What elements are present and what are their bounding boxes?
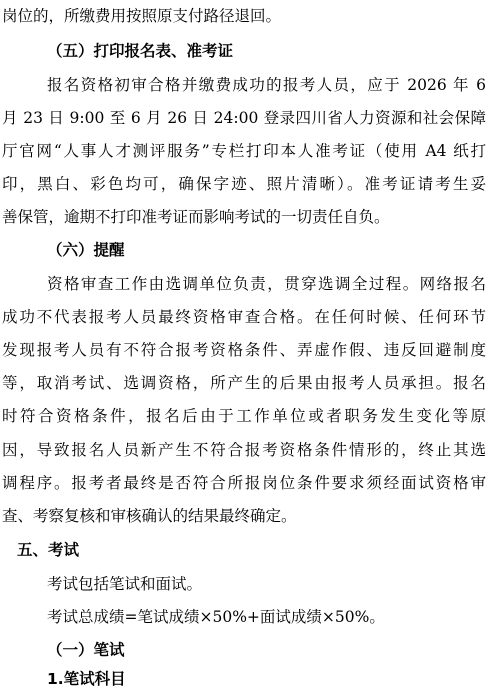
paragraph-line: 报名资格初审合格并缴费成功的报考人员，应于 2026 年 6 xyxy=(47,76,486,94)
section-heading-exam: 五、考试 xyxy=(17,541,80,559)
formula-line: 考试总成绩=笔试成绩×50%+面试成绩×50%。 xyxy=(47,608,385,626)
paragraph-line: 善保管，逾期不打印准考证而影响考试的一切责任自负。 xyxy=(2,208,390,226)
section-heading-written-exam: （一）笔试 xyxy=(47,641,125,659)
paragraph-line: 成功不代表报考人员最终资格审查合格。在任何时候、任何环节 xyxy=(2,308,486,326)
paragraph-line: 资格审查工作由选调单位负责，贯穿选调全过程。网络报名 xyxy=(47,275,486,293)
subheading-written-exam-subjects: 1.笔试科目 xyxy=(47,670,126,688)
paragraph-line: 等，取消考试、选调资格，所产生的后果由报考人员承担。报名 xyxy=(2,374,486,392)
paragraph-line: 发现报考人员有不符合报考资格条件、弄虚作假、违反回避制度 xyxy=(2,341,486,359)
paragraph-line: 因，导致报名人员新产生不符合报考资格条件情形的，终止其选 xyxy=(2,441,486,459)
paragraph-line: 时符合资格条件，报名后由于工作单位或者职务发生变化等原 xyxy=(2,407,486,425)
paragraph-line: 岗位的，所缴费用按照原支付路径退回。 xyxy=(2,7,282,25)
paragraph-line: 月 23 日 9:00 至 6 月 26 日 24:00 登录四川省人力资源和社会保障 xyxy=(2,109,486,127)
section-heading-reminder: （六）提醒 xyxy=(47,241,125,259)
paragraph-line: 厅官网“人事人才测评服务”专栏打印本人准考证（使用 A4 纸打 xyxy=(2,142,486,160)
paragraph-line: 印，黑白、彩色均可，确保字迹、照片清晰）。准考证请考生妥 xyxy=(2,175,486,193)
paragraph-line: 考试包括笔试和面试。 xyxy=(47,575,203,593)
paragraph-line: 调程序。报考者最终是否符合所报岗位条件要求须经面试资格审 xyxy=(2,474,486,492)
section-heading-print-admission: （五）打印报名表、准考证 xyxy=(47,42,234,60)
paragraph-line: 查、考察复核和审核确认的结果最终确定。 xyxy=(2,507,297,525)
